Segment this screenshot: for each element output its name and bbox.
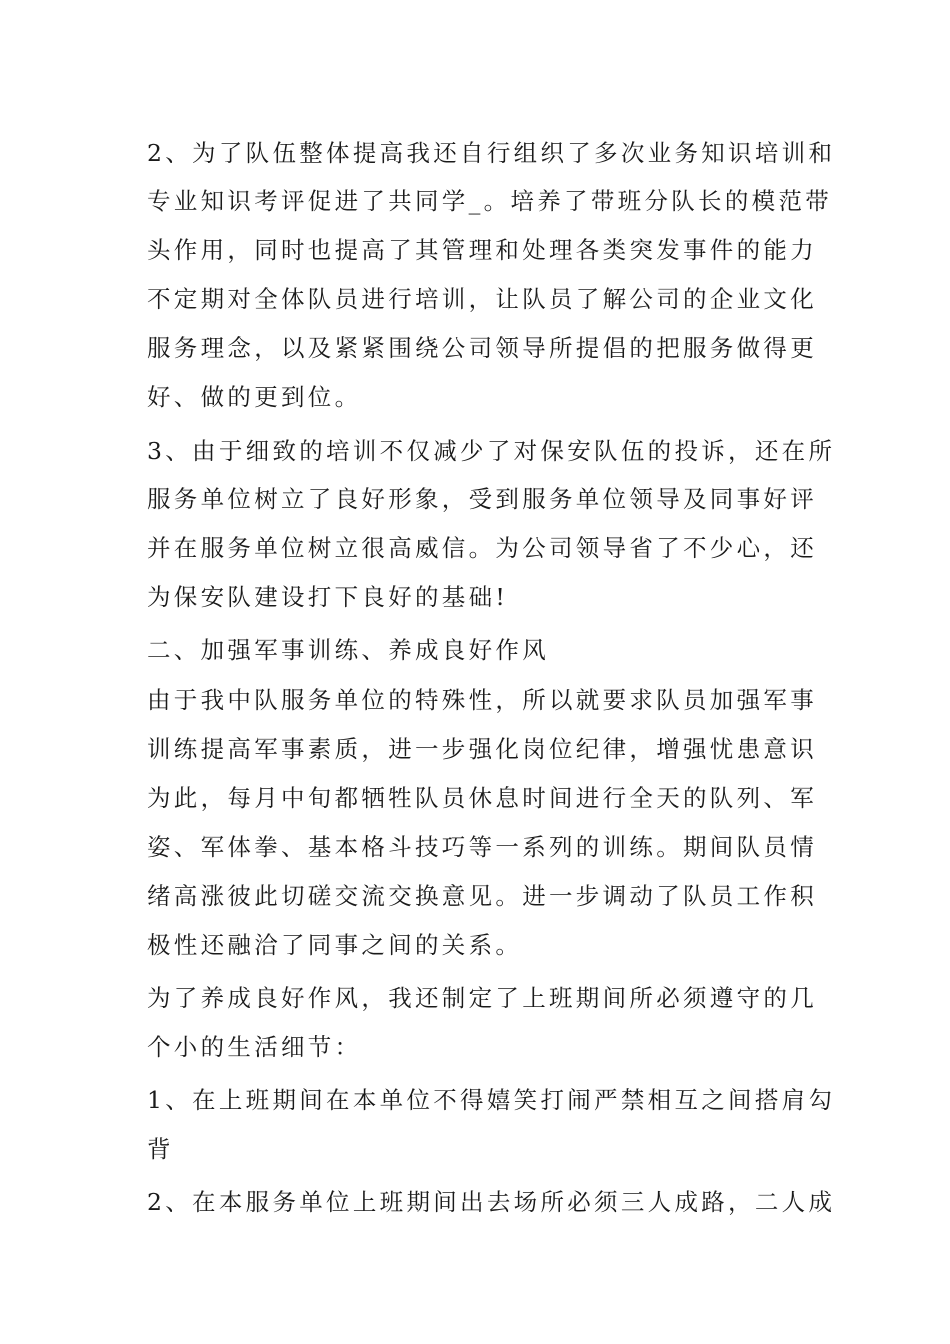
text-line-22: 2、在本服务单位上班期间出去场所必须三人成路，二人成 [147,1188,836,1216]
text-line-6: 好、做的更到位。 [147,383,362,411]
text-line-13: 训练提高军事素质，进一步强化岗位纪律，增强忧患意识 [147,735,817,763]
text-line-17: 极性还融洽了同事之间的关系。 [147,931,523,959]
text-line-18: 为了养成良好作风，我还制定了上班期间所必须遵守的几 [147,984,817,1012]
text-line-1: 2、为了队伍整体提高我还自行组织了多次业务知识培训和 [147,139,836,167]
text-line-15: 姿、军体拳、基本格斗技巧等一系列的训练。期间队员情 [147,833,817,861]
text-line-8: 服务单位树立了良好形象，受到服务单位领导及同事好评 [147,485,817,513]
text-line-4: 不定期对全体队员进行培训，让队员了解公司的企业文化 [147,285,817,313]
text-line-14: 为此，每月中旬都牺牲队员休息时间进行全天的队列、军 [147,784,817,812]
text-line-19: 个小的生活细节： [147,1033,362,1061]
text-line-16: 绪高涨彼此切磋交流交换意见。进一步调动了队员工作积 [147,882,817,910]
text-line-12: 由于我中队服务单位的特殊性，所以就要求队员加强军事 [147,686,817,714]
section-heading: 二、加强军事训练、养成良好作风 [147,636,549,664]
text-line-21: 背 [147,1135,174,1163]
text-line-3: 头作用，同时也提高了其管理和处理各类突发事件的能力 [147,236,817,264]
text-line-9: 并在服务单位树立很高威信。为公司领导省了不少心，还 [147,534,817,562]
text-line-5: 服务理念，以及紧紧围绕公司领导所提倡的把服务做得更 [147,334,817,362]
text-line-10: 为保安队建设打下良好的基础! [147,583,509,611]
text-line-20: 1、在上班期间在本单位不得嬉笑打闹严禁相互之间搭肩勾 [147,1086,836,1114]
text-line-7: 3、由于细致的培训不仅减少了对保安队伍的投诉，还在所 [147,437,836,465]
text-line-2: 专业知识考评促进了共同学_。培养了带班分队长的模范带 [147,187,833,215]
